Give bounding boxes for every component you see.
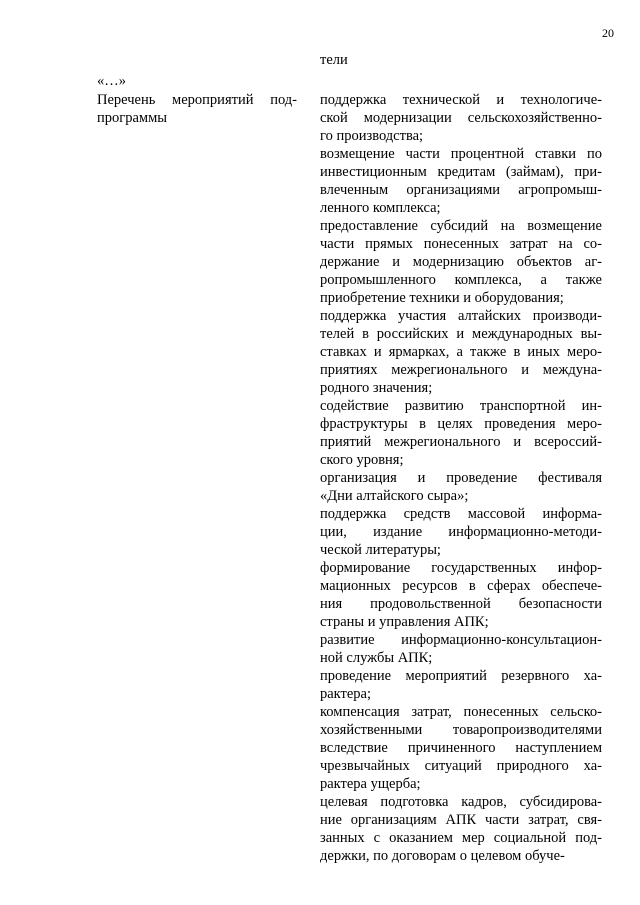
list-item bbox=[320, 91, 602, 145]
list-item-line: формирование государственных инфор- bbox=[320, 560, 602, 576]
list-item-line: ставках и ярмарках, а также в иных меро- bbox=[320, 344, 602, 360]
list-item bbox=[320, 793, 602, 865]
list-item-line: содействие развитию транспортной ин- bbox=[320, 398, 602, 414]
list-item-line: рактера; bbox=[320, 686, 372, 702]
list-item-line: вследствие причиненного наступлением bbox=[320, 740, 602, 756]
list-item-line: целевая подготовка кадров, субсидирова- bbox=[320, 794, 602, 810]
list-item bbox=[320, 469, 602, 505]
continued-text: тели bbox=[320, 52, 348, 68]
list-item-line: ной службы АПК; bbox=[320, 650, 433, 666]
list-item-line: ропромышленного комплекса, а также bbox=[320, 272, 602, 288]
list-item-line: ния продовольственной безопасности bbox=[320, 596, 602, 612]
list-item-line: влеченным организациями агропромыш- bbox=[320, 182, 602, 198]
list-item-line: ческой литературы; bbox=[320, 542, 441, 558]
list-item-line: предоставление субсидий на возмещение bbox=[320, 218, 602, 234]
list-item bbox=[320, 397, 602, 469]
list-item-line: «Дни алтайского сыра»; bbox=[320, 488, 469, 504]
list-item bbox=[320, 703, 602, 793]
left-label-line: программы bbox=[97, 110, 167, 126]
list-item-line: компенсация затрат, понесенных сельско- bbox=[320, 704, 602, 720]
list-item bbox=[320, 145, 602, 217]
list-item-line: проведение мероприятий резервного ха- bbox=[320, 668, 602, 684]
list-item-line: ского уровня; bbox=[320, 452, 404, 468]
list-item-line: телей в российских и международных вы- bbox=[320, 326, 602, 342]
quote-mark: «…» bbox=[97, 73, 126, 89]
list-item-line: хозяйственными товаропроизводителями bbox=[320, 722, 602, 738]
list-item-line: фраструктуры в целях проведения меро- bbox=[320, 416, 602, 432]
list-item-line: поддержка участия алтайских производи- bbox=[320, 308, 602, 324]
list-item-line: ние организациям АПК части затрат, свя- bbox=[320, 812, 602, 828]
left-label-line: Перечень мероприятий под- bbox=[97, 92, 297, 108]
list-item-line: поддержка средств массовой информа- bbox=[320, 506, 602, 522]
list-item bbox=[320, 631, 602, 667]
list-item-line: рактера ущерба; bbox=[320, 776, 421, 792]
list-item-line: ской модернизации сельскохозяйственно- bbox=[320, 110, 602, 126]
list-item-line: ленного комплекса; bbox=[320, 200, 441, 216]
list-item-line: чрезвычайных ситуаций природного ха- bbox=[320, 758, 602, 774]
list-item bbox=[320, 217, 602, 307]
list-item bbox=[320, 559, 602, 631]
page-number: 20 bbox=[602, 26, 614, 40]
list-item-line: ции, издание информационно-методи- bbox=[320, 524, 602, 540]
list-item-line: го производства; bbox=[320, 128, 424, 144]
list-item-line: занных с оказанием мер социальной под- bbox=[320, 830, 602, 846]
list-item-line: поддержка технической и технологиче- bbox=[320, 92, 602, 108]
list-item-line: организация и проведение фестиваля bbox=[320, 470, 602, 486]
list-item bbox=[320, 667, 602, 703]
list-item-line: приятиях межрегионального и междуна- bbox=[320, 362, 602, 378]
list-item-line: возмещение части процентной ставки по bbox=[320, 146, 602, 162]
list-item bbox=[320, 505, 602, 559]
list-item bbox=[320, 307, 602, 397]
list-item-line: держки, по договорам о целевом обуче- bbox=[320, 848, 565, 864]
list-item-line: держание и модернизацию объектов аг- bbox=[320, 254, 602, 270]
list-item-line: развитие информационно-консультацион- bbox=[320, 632, 602, 648]
list-item-line: инвестиционным кредитам (займам), при- bbox=[320, 164, 602, 180]
list-item-line: части прямых понесенных затрат на со- bbox=[320, 236, 602, 252]
list-item-line: страны и управления АПК; bbox=[320, 614, 489, 630]
list-item-line: приобретение техники и оборудования; bbox=[320, 290, 564, 306]
list-item-line: родного значения; bbox=[320, 380, 433, 396]
list-item-line: мационных ресурсов в сферах обеспече- bbox=[320, 578, 602, 594]
right-column-list bbox=[320, 91, 602, 865]
left-column-label bbox=[97, 91, 297, 127]
list-item-line: приятий межрегионального и всероссий- bbox=[320, 434, 602, 450]
